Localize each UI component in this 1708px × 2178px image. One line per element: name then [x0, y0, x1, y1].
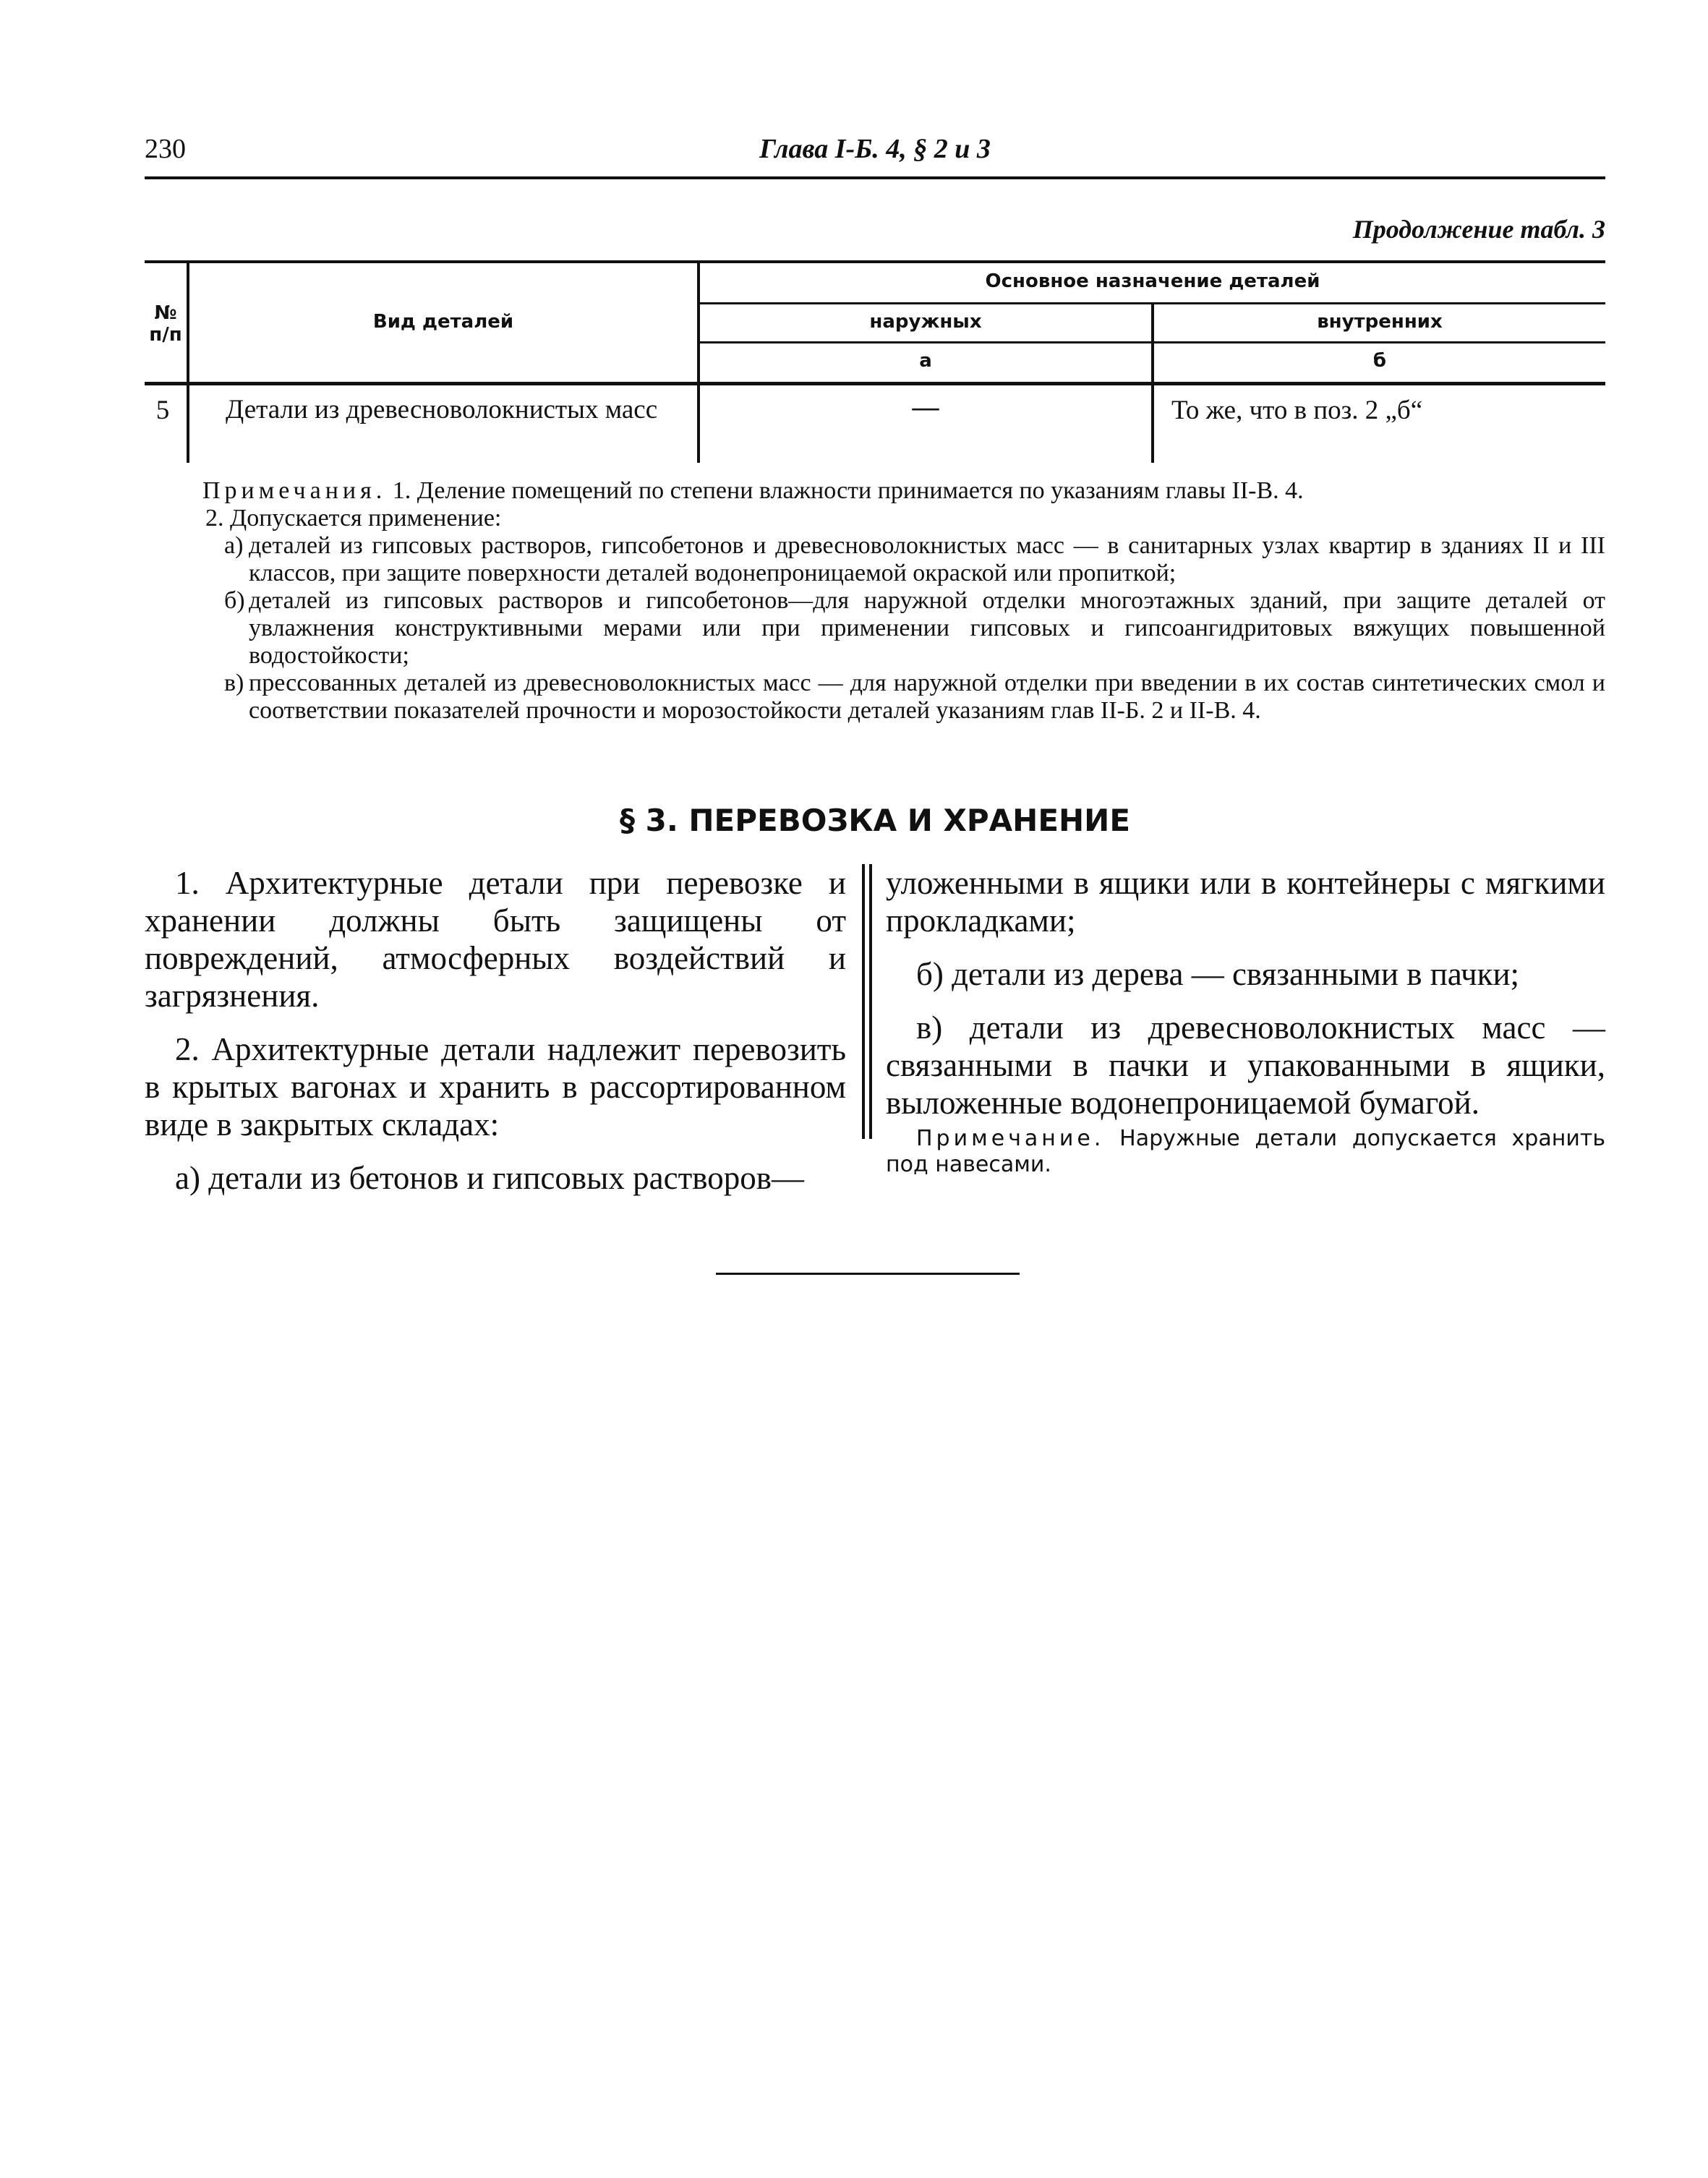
left-column — [145, 864, 846, 1213]
note-b-text: деталей из гипсовых растворов и гипсобетонов—для наружной отделки многоэтажных зданий, при защите деталей от увлажнения конструктивными мерами или при применении гипсовых и гипсоангидритовых вяжущих повышенной водостойкости; — [249, 587, 1605, 669]
storage-note-text: Наружные детали допускается хранить под навесами. — [886, 1126, 1606, 1177]
left-paragraph-3: а) детали из бетонов и гипсовых растворов— — [175, 1160, 804, 1196]
note-v-text: прессованных деталей из древесноволокнистых масс — для наружной отделки при введении в их состав синтетических смол и соответствии показателей прочности и морозостойкости деталей указаниям глав II-Б. 2 и II-В. 4. — [249, 670, 1605, 724]
running-head — [145, 133, 1605, 176]
row-number: 5 — [155, 396, 170, 425]
note-v-mark: в) — [224, 670, 244, 696]
note-a-text: деталей из гипсовых растворов, гипсобетонов и древесноволокнистых масс — в санитарных узлах квартир в зданиях II и III классов, при защите поверхности деталей водонепроницаемой окраской или пропиткой; — [249, 532, 1605, 586]
col-header-outer: наружных — [869, 311, 982, 333]
table-top-rule — [145, 260, 1605, 263]
right-paragraph-1: уложенными в ящики или в контейнеры с мягкими прокладками; — [886, 865, 1605, 939]
right-paragraph-3: в) детали из древесноволокнистых масс — связанными в пачки и упакованными в ящики, выложенные водонепроницаемой бумагой. — [886, 1009, 1605, 1121]
table-vrule-1 — [187, 260, 189, 463]
note-item-2: 2. Допускается применение: — [205, 505, 502, 531]
section-heading: § 3. ПЕРЕВОЗКА И ХРАНЕНИЕ — [619, 803, 1131, 838]
end-rule — [716, 1273, 1020, 1275]
left-paragraph-1: 1. Архитектурные детали при перевозке и хранении должны быть защищены от повреждений, атмосферных воздействий и загрязнения. — [145, 865, 846, 1014]
row-outer: — — [912, 393, 939, 422]
col-header-num: № п/п — [149, 302, 182, 346]
row-kind: Детали из древесноволокнистых масс — [226, 395, 658, 424]
note-a-mark: а) — [224, 532, 244, 559]
note-b-mark: б) — [224, 587, 245, 614]
col-header-purpose: Основное назначение деталей — [985, 270, 1320, 292]
notes-label: Примечания. — [202, 477, 387, 504]
right-paragraph-2: б) детали из дерева — связанными в пачки; — [916, 956, 1520, 992]
note-item-1: 1. Деление помещений по степени влажности принимается по указаниям главы II-В. 4. — [392, 477, 1304, 504]
col-header-kind: Вид деталей — [372, 311, 514, 333]
header-rule — [145, 176, 1605, 179]
table-header-bottom-rule — [145, 382, 1605, 385]
table-continuation-label: Продолжение табл. 3 — [1352, 215, 1605, 244]
right-column — [886, 864, 1605, 1178]
left-paragraph-2: 2. Архитектурные детали надлежит перевозить в крытых вагонах и хранить в рассортированном виде в закрытых складах: — [145, 1031, 846, 1143]
page-number: 230 — [145, 134, 186, 164]
storage-note — [886, 1126, 1605, 1178]
chapter-reference: Глава I-Б. 4, § 2 и 3 — [759, 134, 991, 164]
col-letter-a: а — [919, 350, 932, 372]
storage-note-label: Примечание. — [916, 1126, 1105, 1151]
column-separator-left — [862, 864, 865, 1139]
row-inner: То же, что в поз. 2 „б“ — [1171, 396, 1423, 425]
table-notes — [202, 477, 1605, 725]
col-letter-b: б — [1372, 350, 1387, 372]
column-separator-right — [869, 864, 872, 1139]
col-header-inner: внутренних — [1317, 311, 1443, 333]
parts-table — [145, 260, 1605, 463]
